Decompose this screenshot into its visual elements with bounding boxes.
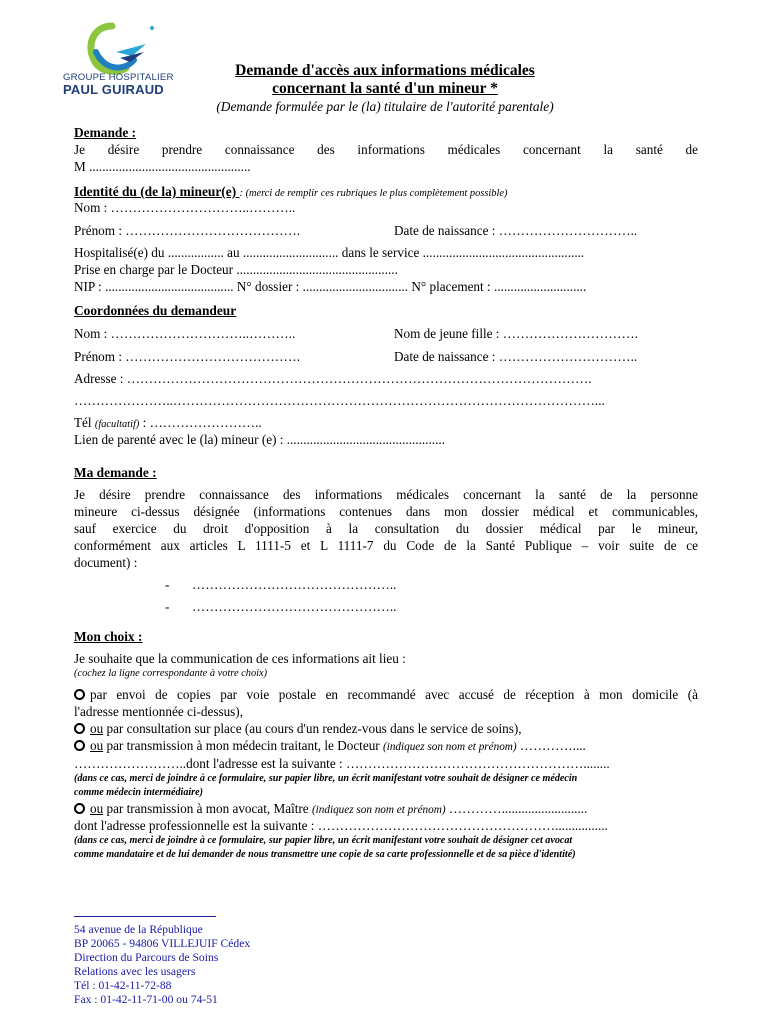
option-avocat-text: par transmission à mon avocat, Maître [103,801,312,816]
ma-demande-line1: Je désire prendre connaissance des informations médicales concernant la santé de la personne [74,487,698,502]
option-consultation-row[interactable] [74,721,522,737]
option-postal-line2: l'adresse mentionnée ci-dessus), [74,704,243,719]
footer-postal: BP 20065 - 94806 VILLEJUIF Cédex [74,937,251,950]
option-avocat-dots[interactable]: ………….......................... [445,801,588,816]
footer-fax: Fax : 01-42-11-71-00 ou 74-51 [74,993,218,1006]
title-line1: Demande d'accès aux informations médicales [235,62,535,79]
option-medecin-line2[interactable]: ……………………..dont l'adresse est la suivante : ………………………………………………........ [74,756,610,771]
demandeur-tel-row[interactable] [74,415,262,431]
subtitle: (Demande formulée par le (la) titulaire de l'autorité parentale) [216,99,554,114]
demande-line2: M ................................................. [74,159,251,174]
radio-consultation-icon[interactable] [74,723,85,734]
radio-postal-icon[interactable] [74,689,85,700]
demandeur-nom-jeune-fille-field[interactable]: Nom de jeune fille : …………………………. [394,326,638,341]
identite-prise-en-charge-field[interactable]: Prise en charge par le Docteur ................................................. [74,262,398,277]
mon-choix-intro: Je souhaite que la communication de ces informations ait lieu : [74,651,406,666]
option-avocat-bold2: comme mandataire et de lui demander de nous transmettre une copie de sa carte professionnelle et de sa pièce d'identité) [74,849,576,860]
option-medecin-ou: ou [90,738,104,753]
option-avocat-note: (indiquez son nom et prénom) [311,804,446,816]
identite-nom-field[interactable]: Nom : …………………………..……….. [74,200,296,215]
demandeur-date-naissance-field[interactable]: Date de naissance : ………………………….. [394,349,638,364]
option-postal-line1: par envoi de copies par voie postale en recommandé avec accusé de réception à mon domicile (à [90,687,698,702]
option-medecin-row[interactable] [74,738,586,754]
ma-demande-line5: document) : [74,555,138,570]
logo-line1: GROUPE HOSPITALIER [63,72,174,83]
demande-line1: Je désire prendre connaissance des informations médicales concernant la santé de [74,142,698,157]
ma-demande-line2: mineure ci-dessus désignée (informations contenues dans mon dossier médical et communicables, [74,504,698,519]
tel-note: (facultatif) [94,419,140,430]
footer-direction: Direction du Parcours de Soins [74,951,219,964]
identite-hospitalise-field[interactable]: Hospitalisé(e) du ................. au ............................. dans le service ................................................. [74,245,585,260]
tel-value[interactable]: : …………………….. [139,415,262,430]
footer-address: 54 avenue de la République [74,923,203,936]
identite-date-naissance-field[interactable]: Date de naissance : ………………………….. [394,223,638,238]
identite-heading: Identité du (de la) mineur(e) [74,184,240,199]
footer-divider [74,916,216,917]
option-consultation-ou: ou [90,721,104,736]
ma-demande-heading: Ma demande : [74,465,157,480]
demandeur-heading: Coordonnées du demandeur [74,303,237,318]
demande-item-field[interactable]: ……………………………………….. [192,599,397,614]
option-medecin-bold1: (dans ce cas, merci de joindre à ce formulaire, sur papier libre, un écrit manifestant votre souhait de désigner ce médecin [74,773,578,784]
option-consultation-text: par consultation sur place (au cours d'un rendez-vous dans le service de soins), [103,721,522,736]
identite-note: : (merci de remplir ces rubriques le plus complètement possible) [239,188,508,199]
option-medecin-note: (indiquez son nom et prénom) [382,741,517,753]
demandeur-lien-field[interactable]: Lien de parenté avec le (la) mineur (e) : ................................................ [74,432,445,447]
option-avocat-bold1: (dans ce cas, merci de joindre à ce formulaire, sur papier libre, un écrit manifestant votre souhait de désigner cet avocat [74,835,573,846]
demandeur-adresse-field[interactable]: Adresse : ……………………………………………………………………………………………. [74,371,592,386]
tel-label: Tél [74,415,95,430]
option-medecin-dots[interactable]: ………….... [516,738,586,753]
radio-medecin-icon[interactable] [74,740,85,751]
identite-prenom-field[interactable]: Prénom : …………………………………. [74,223,301,238]
list-bullet: - [165,599,170,614]
list-bullet: - [165,577,170,592]
logo-line2: PAUL GUIRAUD [63,82,164,97]
option-medecin-text: par transmission à mon médecin traitant, le Docteur [103,738,383,753]
demande-heading: Demande : [74,125,137,140]
option-postal-row[interactable] [74,687,698,703]
option-medecin-bold2: comme médecin intermédiaire) [74,787,203,798]
title-line2: concernant la santé d'un mineur * [272,80,498,97]
footer-tel: Tél : 01-42-11-72-88 [74,979,172,992]
option-avocat-line2[interactable]: dont l'adresse professionnelle est la suivante : ………………………………………………................ [74,818,608,833]
identite-heading-row [74,184,507,200]
demandeur-prenom-field[interactable]: Prénom : …………………………………. [74,349,301,364]
option-avocat-ou: ou [90,801,104,816]
identite-nip-field[interactable]: NIP : ....................................... N° dossier : ................................ N° placement : ............................ [74,279,587,294]
footer-relations: Relations avec les usagers [74,965,196,978]
demande-item-field[interactable]: ……………………………………….. [192,577,397,592]
demandeur-adresse-line2[interactable]: …………………..……………………………………………………………………………………... [74,393,605,408]
radio-avocat-icon[interactable] [74,803,85,814]
option-avocat-row[interactable] [74,801,587,817]
ma-demande-line4: conformément aux articles L 1111-5 et L 1111-7 du Code de la Santé Publique – voir suite de ce [74,538,698,553]
ma-demande-line3: sauf exercice du droit d'opposition à la consultation du dossier médical par le mineur, [74,521,698,536]
demandeur-nom-field[interactable]: Nom : …………………………..……….. [74,326,296,341]
mon-choix-heading: Mon choix : [74,629,143,644]
mon-choix-note: (cochez la ligne correspondante à votre choix) [74,668,268,679]
